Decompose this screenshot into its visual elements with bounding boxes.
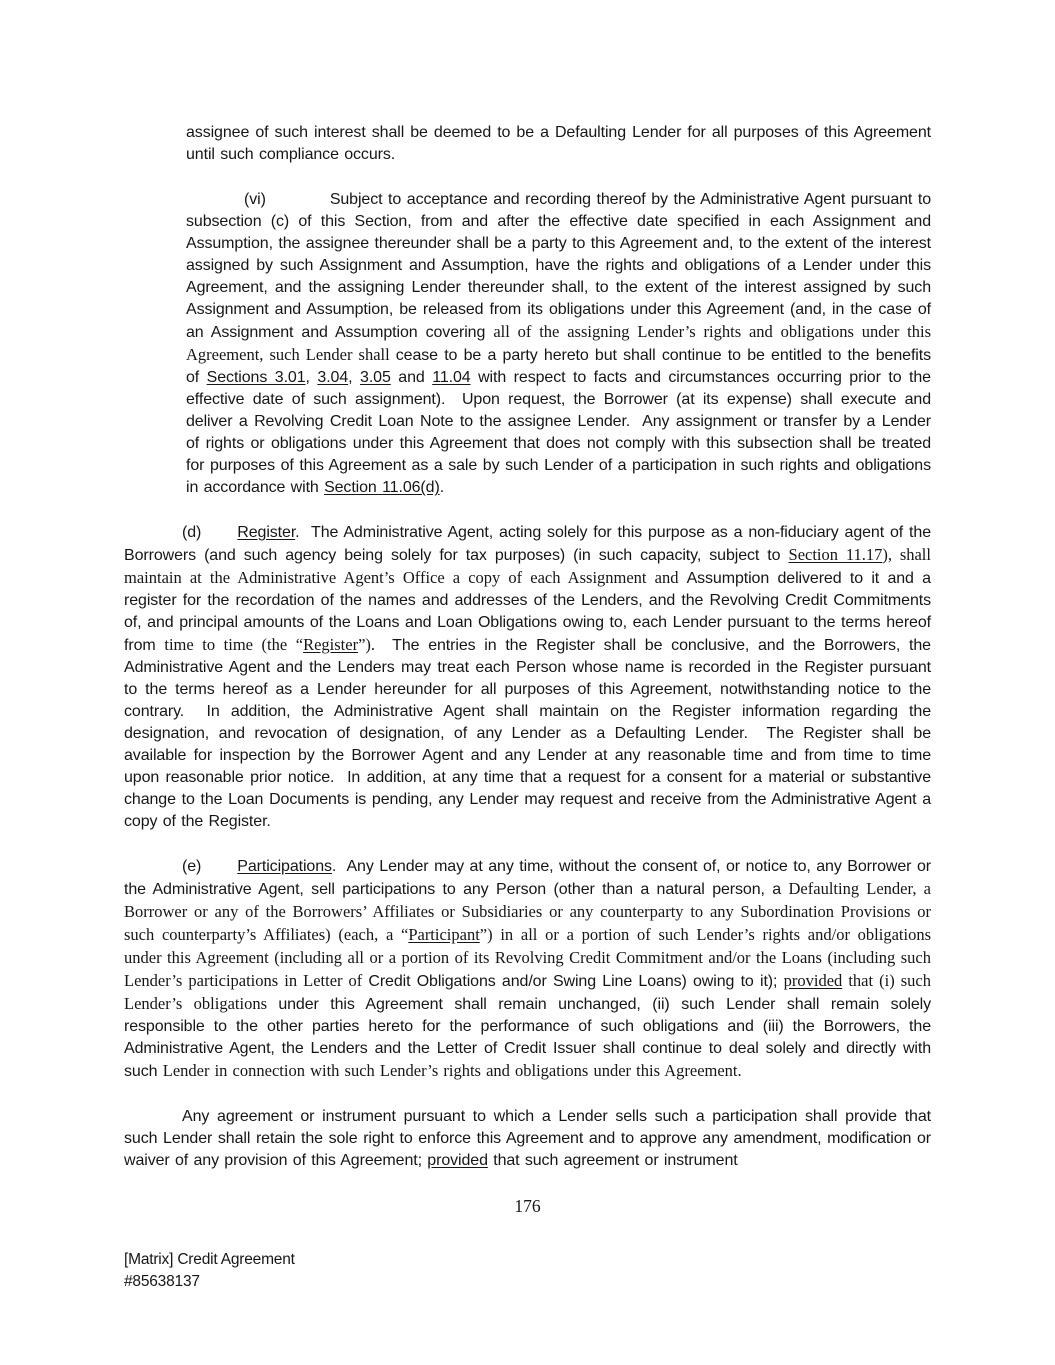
text-run: time to time (the “ (164, 635, 304, 654)
text-run: assignee of such interest shall be deemed to be a Defaulting Lender for all purposes of this Agreement until such compliance occurs. (186, 124, 937, 163)
text-run: that such agreement or instrument (487, 1152, 738, 1169)
text-run: and (390, 369, 433, 386)
text-run: all of the assigning Lender’s rights and obligations under this Agreement, such Lender shall (186, 322, 936, 364)
text-run: ), shall maintain at the Administrative Agent’s Office a copy of each Assignment and (124, 545, 937, 587)
paragraph-vi (186, 189, 937, 499)
text-run: Any agreement or instrument pursuant to which a Lender sells such a participation shall provide that such Lender shall retain the sole right to enforce this Agreement and to approve any amendment, modification or waiver of any provision of this Agreement; (124, 1108, 937, 1169)
footer-doc-name: [Matrix] Credit Agreement (124, 1251, 295, 1268)
text-run: . The Administrative Agent, acting solely for this purpose as a non-fiduciary agent of the Borrowers (and such agency being solely for tax purposes) (in such capacity, subject to (124, 524, 937, 564)
page-number: 176 (514, 1196, 541, 1216)
text-run: (vi) (244, 191, 266, 208)
underlined-reference: provided (783, 971, 843, 990)
underlined-reference: Section 11.06(d) (324, 479, 440, 496)
text-run: Credit Obligations and/or Swing Line Loans) owing to it); (368, 973, 784, 990)
text-run: Subject to acceptance and recording thereof by the Administrative Agent pursuant to subsection (c) of this Section, from and after the effective date specified in each Assignment and Assumption, the assignee thereunder shall be a party to this Agreement and, to the extent of the interest assigned by such Assignment and Assumption, have the rights and obligations of a Lender under this Agreement, and the assigning Lender thereunder shall, to the extent of the interest assigned by such Assignment and Assumption, be released from its obligations under this Agreement (and, in the case of an Assignment and Assumption covering (186, 191, 937, 341)
underlined-reference: 3.04 (317, 369, 349, 386)
footer-doc-number: #85638137 (124, 1273, 200, 1290)
underlined-reference: Participations (237, 858, 332, 875)
tab-spacer (201, 536, 237, 537)
text-run: under this Agreement shall remain unchanged, (ii) such Lender shall remain solely responsible to the other parties hereto for the performance of such obligations and (iii) the Borrowers, the Administrative Agent, the Lenders and the Letter of Credit Issuer shall continue to deal solely and directly with such (124, 996, 937, 1080)
paragraph-continuation (186, 122, 937, 166)
body-text (124, 122, 937, 1172)
tab-spacer (266, 203, 330, 204)
paragraph-any-agreement (124, 1106, 937, 1172)
underlined-reference: Register (303, 635, 359, 654)
underlined-reference: Participant (408, 925, 480, 944)
text-run: that (i) such Lender’s obligations (124, 971, 937, 1013)
text-run: The entries in the Register shall be conclusive, and the Borrowers, the Administrative Agent and the Lenders may treat each Person whose name is recorded in the Register pursuant to the terms hereof as a Lender hereunder for all purposes of this Agreement, notwithstanding notice to the contrary. In addition, the Administrative Agent shall maintain on the Register information regarding the designation, and revocation of designation, of any Lender as a Defaulting Lender. The Register shall be available for inspection by the Borrower Agent and any Lender at any reasonable time and from time to time upon reasonable prior notice. In addition, at any time that a request for a consent for a material or substantive change to the Loan Documents is pending, any Lender may request and receive from the Administrative Agent a copy of the Register. (124, 637, 937, 830)
text-run: (d) (182, 524, 202, 541)
underlined-reference: Sections 3.01 (206, 369, 306, 386)
paragraph-d-register (124, 522, 937, 833)
text-run: Defaulting Lender, a Borrower or any of the Borrowers’ Affiliates or Subsidiaries or any counterparty to any Subordination Provisions or such counterparty’s Affiliates) (each, a “ (124, 879, 937, 944)
text-run: . Any Lender may at any time, without the consent of, or notice to, any Borrower or the Administrative Agent, sell participations to any Person (other than a natural person, a (124, 858, 937, 898)
underlined-reference: 3.05 (360, 369, 391, 386)
footer (124, 1249, 931, 1293)
text-run: Lender in connection with such Lender’s rights and obligations under this Agreement. (162, 1061, 742, 1080)
tab-spacer (201, 870, 237, 871)
text-run: ”) in all or a portion of such Lender’s rights and/or obligations under this Agreement (including all or a portion of its Revolving Credit Commitment and/or the Loans (including such Lender’s participations in Letter of (124, 925, 937, 990)
text-run: cease to be a party hereto but shall continue to be entitled to the benefits of (186, 347, 937, 386)
underlined-reference: 11.04 (432, 369, 471, 386)
underlined-reference: Register (237, 524, 296, 541)
text-run: , (305, 369, 318, 386)
text-run: . (439, 479, 445, 496)
text-run: Assumption delivered to it and a register for the recordation of the names and addresses of the Lenders, and the Revolving Credit Commitments of, and principal amounts of the Loans and Loan Obligations owing to, each Lender pursuant to the terms hereof from (124, 570, 937, 654)
paragraph-e-participations (124, 856, 937, 1083)
underlined-reference: Section 11.17 (788, 545, 883, 564)
text-run: (e) (182, 858, 202, 875)
text-run: , (348, 369, 361, 386)
text-run: with respect to facts and circumstances occurring prior to the effective date of such assignment). Upon request, the Borrower (at its expense) shall execute and deliver a Revolving Credit Loan Note to the assignee Lender. Any assignment or transfer by a Lender of rights or obligations under this Agreement that does not comply with this subsection shall be treated for purposes of this Agreement as a sale by such Lender of a participation in such rights and obligations in accordance with (186, 369, 937, 496)
underlined-reference: provided (427, 1152, 488, 1169)
text-run: ”). (358, 635, 393, 654)
